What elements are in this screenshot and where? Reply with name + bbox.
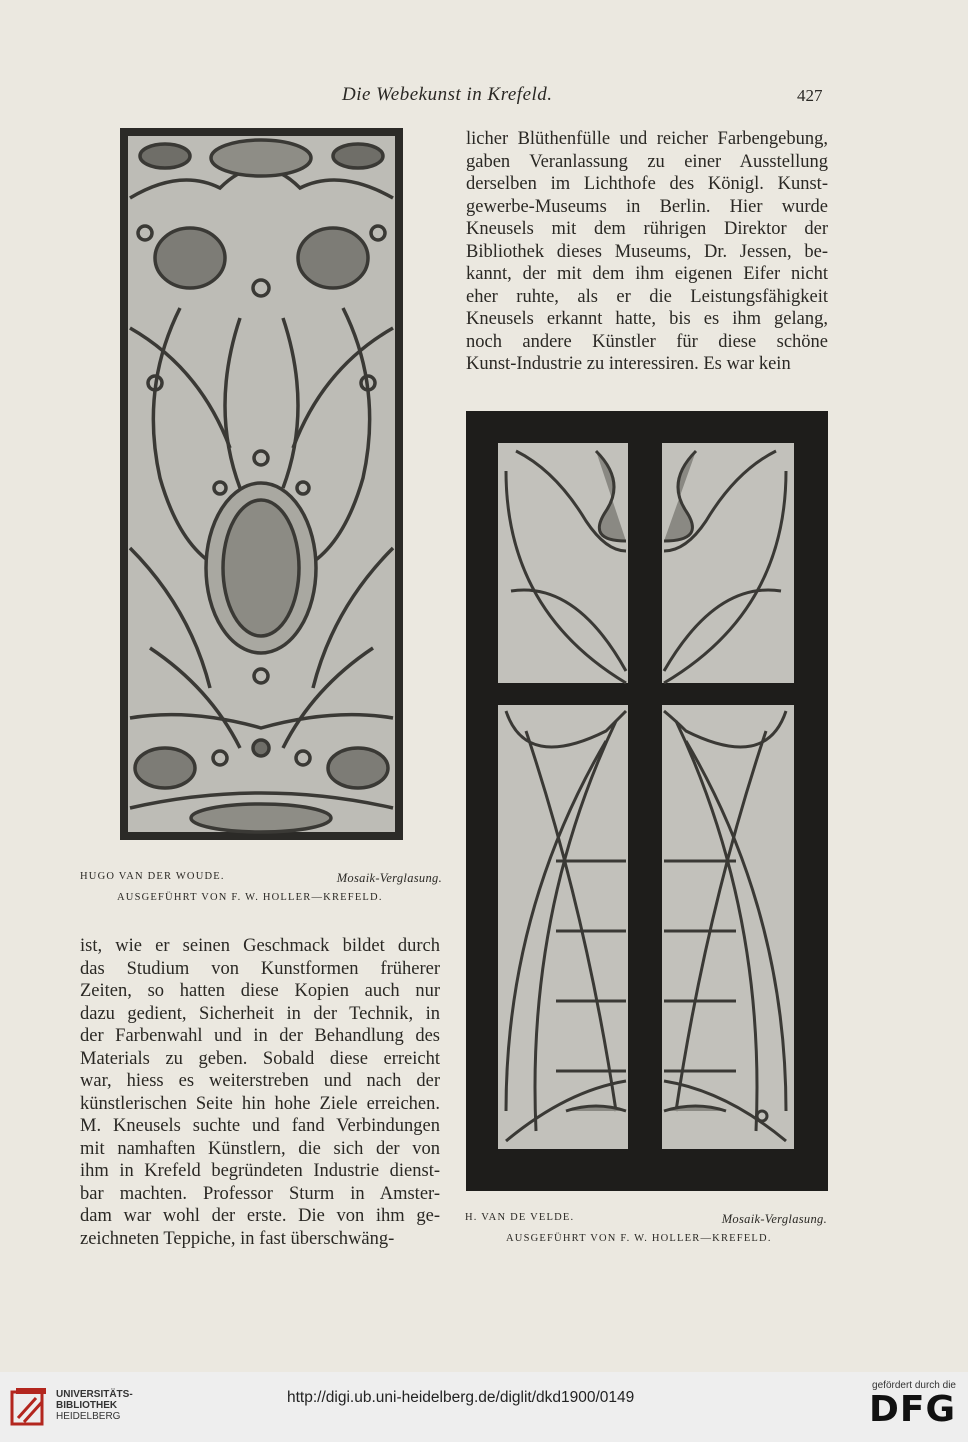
text-line: der Farbenwahl und in der Behandlung des — [80, 1026, 440, 1046]
stained-glass-figure-velde — [466, 411, 828, 1191]
text-line: mit namhaften Künstlern, die sich der von — [80, 1138, 440, 1159]
text-line: ihm in Krefeld begründeten Industrie dienst- — [80, 1161, 440, 1181]
stained-glass-figure-woude — [120, 128, 403, 840]
text-line: licher Blüthenfülle und reicher Farbengebung, — [466, 129, 828, 149]
permalink-url[interactable]: http://digi.ub.uni-heidelberg.de/diglit/dkd1900/0149 — [287, 1389, 635, 1406]
body-text-left-column — [80, 935, 440, 1250]
text-line: ist, wie er seinen Geschmack bildet durch — [80, 936, 440, 956]
caption-left-artist-line — [80, 871, 442, 886]
library-name-line: HEIDELBERG — [56, 1411, 121, 1422]
funding-block — [869, 1380, 956, 1429]
caption-right-artist-line — [465, 1212, 827, 1227]
text-line: noch andere Künstler für diese schöne — [466, 331, 828, 352]
text-line: das Studium von Kunstformen früherer — [80, 958, 440, 979]
caption-title: Mosaik-Verglasung. — [721, 1212, 827, 1226]
text-line: gewerbe-Museums in Berlin. Hier wurde — [466, 196, 828, 217]
caption-left-credit: AUSGEFÜHRT VON F. W. HOLLER—KREFELD. — [117, 892, 383, 903]
funding-label: gefördert durch die — [872, 1380, 956, 1391]
text-line: derselben im Lichthofe des Königl. Kunst- — [466, 174, 828, 194]
text-line: eher ruhte, als er die Leistungsfähigkeit — [466, 286, 828, 307]
text-line: dam war wohl der erste. Die von ihm ge- — [80, 1206, 440, 1226]
text-line: gaben Veranlassung zu einer Ausstellung — [466, 151, 828, 172]
text-line: Materials zu geben. Sobald diese erreicht — [80, 1048, 440, 1069]
text-line: künstlerischen Seite hin hohe Ziele erreichen. — [80, 1093, 440, 1114]
text-line: Kneusels erkannt hatte, bis es ihm gelang, — [466, 309, 828, 329]
library-logo-icon — [10, 1386, 50, 1430]
text-line: war, hiess es weiterstreben und nach der — [80, 1071, 440, 1091]
text-line: M. Kneusels suchte und fand Verbindungen — [80, 1116, 440, 1136]
text-line: Kneusels mit dem rührigen Direktor der — [466, 219, 828, 239]
text-line: Zeiten, so hatten diese Kopien auch nur — [80, 981, 440, 1001]
caption-title: Mosaik-Verglasung. — [336, 871, 442, 885]
text-line: Bibliothek dieses Museums, Dr. Jessen, be- — [466, 241, 828, 262]
text-line: dazu gedient, Sicherheit in der Technik, in — [80, 1003, 440, 1024]
caption-artist: HUGO VAN DER WOUDE. — [80, 871, 225, 882]
body-text-right-column — [466, 128, 828, 376]
text-line: bar machten. Professor Sturm in Amster- — [80, 1183, 440, 1204]
text-line: zeichneten Teppiche, in fast überschwäng- — [80, 1228, 395, 1249]
library-name-line: UNIVERSITÄTS- — [56, 1389, 133, 1400]
dfg-logo: DFG — [868, 1389, 956, 1430]
caption-artist: H. VAN DE VELDE. — [465, 1212, 575, 1223]
caption-right-credit: AUSGEFÜHRT VON F. W. HOLLER—KREFELD. — [506, 1233, 772, 1244]
page-number: 427 — [797, 86, 823, 105]
text-line: kannt, der mit dem ihm eigenen Eifer nicht — [466, 264, 828, 284]
library-name — [56, 1389, 133, 1422]
footer-bar — [0, 1372, 968, 1442]
library-name-line: BIBLIOTHEK — [56, 1400, 118, 1411]
text-line: Kunst-Industrie zu interessiren. Es war kein — [466, 354, 791, 374]
running-title: Die Webekunst in Krefeld. — [342, 84, 553, 105]
